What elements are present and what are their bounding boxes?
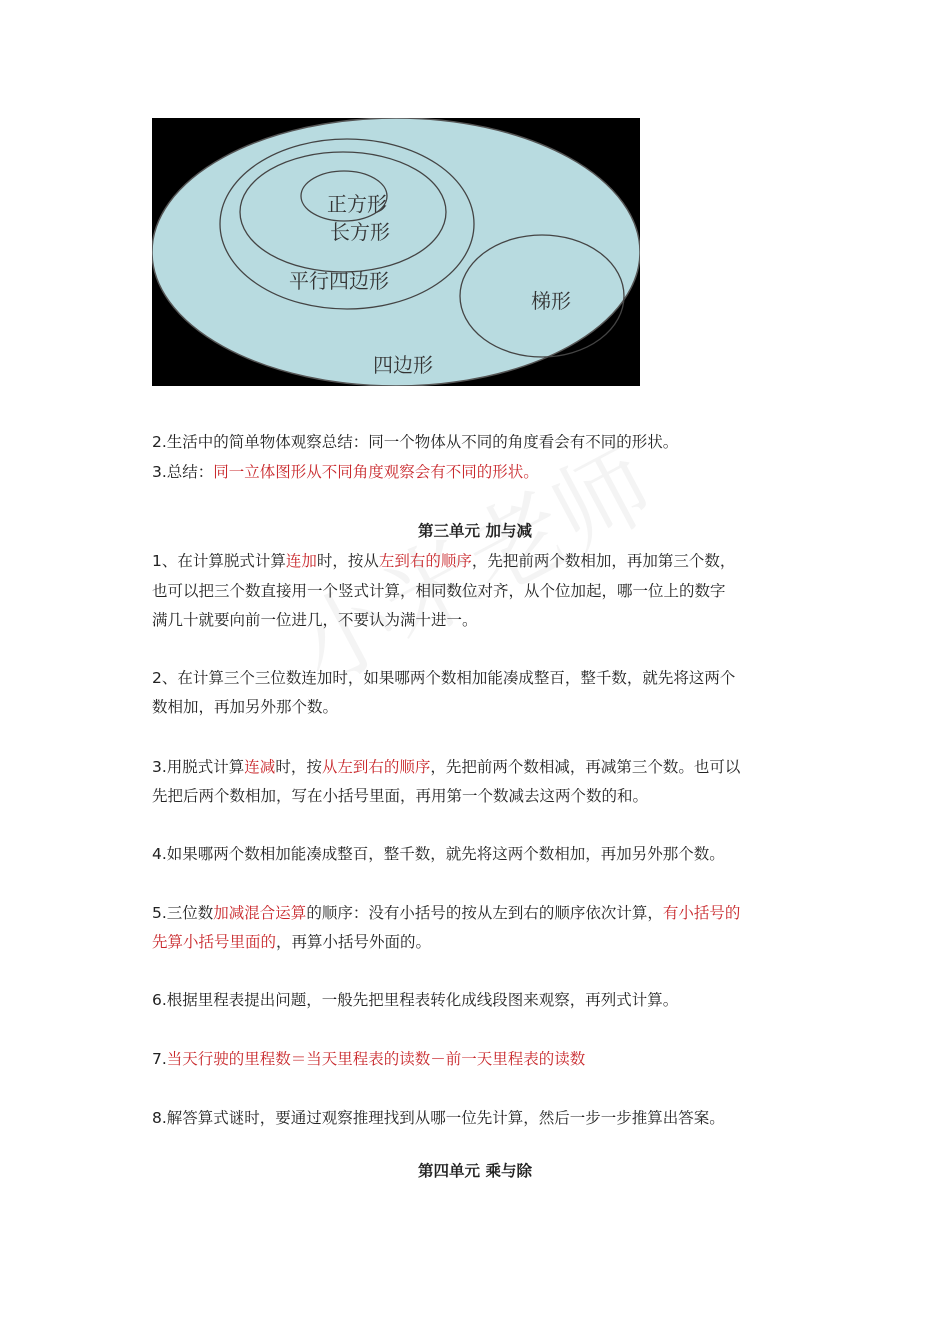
p3-e: ，先把前两个数相减，再减第三个数。也可以 <box>430 758 741 776</box>
p1-line2: 也可以把三个数直接用一个竖式计算，相同数位对齐，从个位加起，哪一位上的数字 <box>152 582 726 600</box>
p6-line: 6.根据里程表提出问题，一般先把里程表转化成线段图来观察，再列式计算。 <box>152 991 679 1009</box>
p2-line2: 数相加，再加另外那个数。 <box>152 698 339 716</box>
p5-a: 5.三位数 <box>152 904 214 922</box>
p2-line1: 2、在计算三个三位数连加时，如果哪两个数相加能凑成整百，整千数，就先将这两个 <box>152 669 736 687</box>
label-rectangle: 长方形 <box>330 220 390 244</box>
intro-line-2: 2.生活中的简单物体观察总结：同一个物体从不同的角度看会有不同的形状。 <box>152 433 679 451</box>
p5-c: 的顺序：没有小括号的按从左到右的顺序依次计算， <box>306 904 663 922</box>
p3-c: 时，按 <box>275 758 322 776</box>
p5-line2-rest: ，再算小括号外面的。 <box>276 933 432 951</box>
intro-line-3-highlight: 同一立体图形从不同角度观察会有不同的形状。 <box>213 463 539 481</box>
venn-svg <box>152 118 640 386</box>
p1-b: 连加 <box>285 552 317 570</box>
p3-b: 连减 <box>244 758 276 776</box>
p3-d: 从左到右的顺序 <box>321 758 431 776</box>
label-quadrilateral: 四边形 <box>373 353 433 377</box>
label-square: 正方形 <box>327 192 387 216</box>
p1-d: 左到右的顺序 <box>378 552 472 570</box>
p1-e: ，先把前两个数相加，再加第三个数， <box>471 552 736 570</box>
p4-line: 4.如果哪两个数相加能凑成整百，整千数，就先将这两个数相加，再加另外那个数。 <box>152 845 725 863</box>
p5-line2 <box>152 931 431 953</box>
p1-line3: 满几十就要向前一位进几，不要认为满十进一。 <box>152 611 478 629</box>
quadrilateral-ellipse <box>152 118 640 386</box>
p3-line1 <box>152 756 740 778</box>
intro-line-3-prefix: 3.总结： <box>152 463 214 481</box>
p5-line1 <box>152 902 740 924</box>
p3-a: 3.用脱式计算 <box>152 758 245 776</box>
p1-line1 <box>152 550 735 572</box>
section3-heading: 第三单元 加与减 <box>418 522 532 540</box>
p1-a: 1、在计算脱式计算 <box>152 552 286 570</box>
intro-line-3 <box>152 461 539 483</box>
p5-line2-red: 先算小括号里面的 <box>152 933 277 951</box>
p7-line <box>152 1048 585 1070</box>
label-parallelogram: 平行四边形 <box>289 269 389 293</box>
p7-prefix: 7. <box>152 1050 167 1068</box>
p8-line: 8.解答算式谜时，要通过观察推理找到从哪一位先计算，然后一步一步推算出答案。 <box>152 1109 725 1127</box>
p1-c: 时，按从 <box>316 552 379 570</box>
label-trapezoid: 梯形 <box>531 289 571 313</box>
p5-b: 加减混合运算 <box>213 904 307 922</box>
p5-d: 有小括号的 <box>662 904 741 922</box>
p7-red: 当天行驶的里程数＝当天里程表的读数－前一天里程表的读数 <box>166 1050 586 1068</box>
quadrilateral-venn-diagram <box>152 118 640 386</box>
p3-line2: 先把后两个数相加，写在小括号里面，再用第一个数减去这两个数的和。 <box>152 787 649 805</box>
section4-heading: 第四单元 乘与除 <box>418 1162 532 1180</box>
